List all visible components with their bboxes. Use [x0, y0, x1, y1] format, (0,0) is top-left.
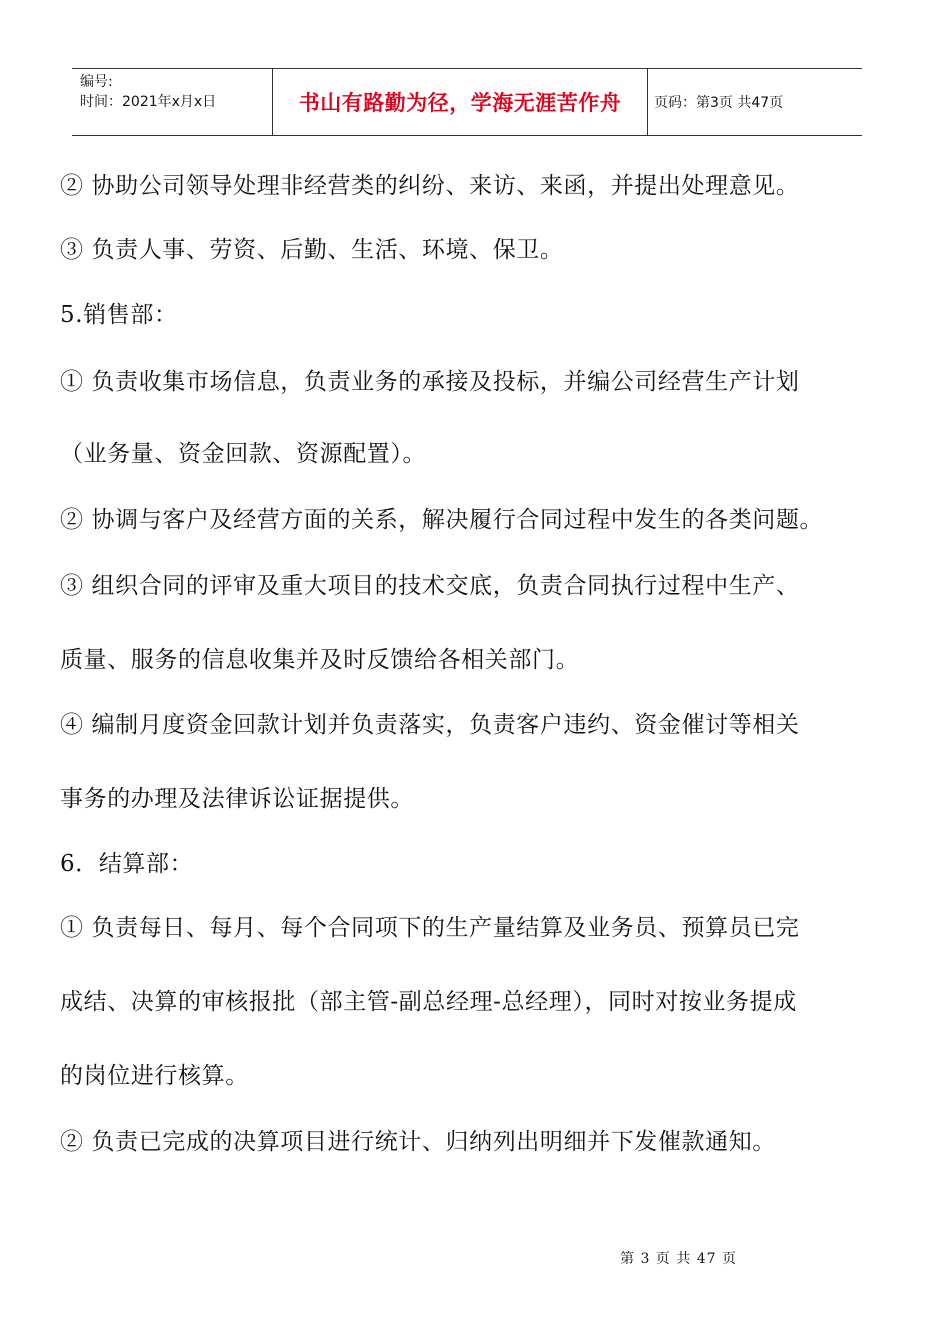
- header-motto-cell: [272, 69, 648, 135]
- paragraph: ③ 组织合同的评审及重大项目的技术交底，负责合同执行过程中生产、: [60, 573, 800, 599]
- paragraph: ② 负责已完成的决算项目进行统计、归纳列出明细并下发催款通知。: [60, 1129, 776, 1155]
- paragraph: ② 协调与客户及经营方面的关系，解决履行合同过程中发生的各类问题。: [60, 507, 824, 533]
- paragraph: 的岗位进行核算。: [60, 1063, 249, 1089]
- header-motto: 书山有路勤为径，学海无涯苦作舟: [298, 91, 622, 115]
- document-date: 时间：2021年x月x日: [80, 94, 217, 110]
- paragraph: 事务的办理及法律诉讼证据提供。: [60, 786, 414, 812]
- paragraph: ① 负责每日、每月、每个合同项下的生产量结算及业务员、预算员已完: [60, 915, 800, 941]
- paragraph: ④ 编制月度资金回款计划并负责落实，负责客户违约、资金催讨等相关: [60, 712, 800, 738]
- document-header: [72, 68, 862, 136]
- document-number-label: 编号:: [80, 74, 113, 90]
- header-page-info: 页码：第3页 共47页: [654, 95, 784, 111]
- page-footer: 第 3 页 共 47 页: [620, 1251, 737, 1267]
- section-heading: 6．结算部：: [60, 851, 194, 877]
- paragraph: 质量、服务的信息收集并及时反馈给各相关部门。: [60, 647, 580, 673]
- paragraph: ① 负责收集市场信息，负责业务的承接及投标，并编公司经营生产计划: [60, 369, 800, 395]
- section-heading: 5.销售部：: [60, 302, 178, 328]
- paragraph: ③ 负责人事、劳资、后勤、生活、环境、保卫。: [60, 237, 564, 263]
- paragraph: ② 协助公司领导处理非经营类的纠纷、来访、来函，并提出处理意见。: [60, 173, 800, 199]
- header-meta: [72, 69, 272, 135]
- paragraph: （业务量、资金回款、资源配置）。: [60, 441, 427, 467]
- paragraph: 成结、决算的审核报批（部主管-副总经理-总经理），同时对按业务提成: [60, 989, 797, 1015]
